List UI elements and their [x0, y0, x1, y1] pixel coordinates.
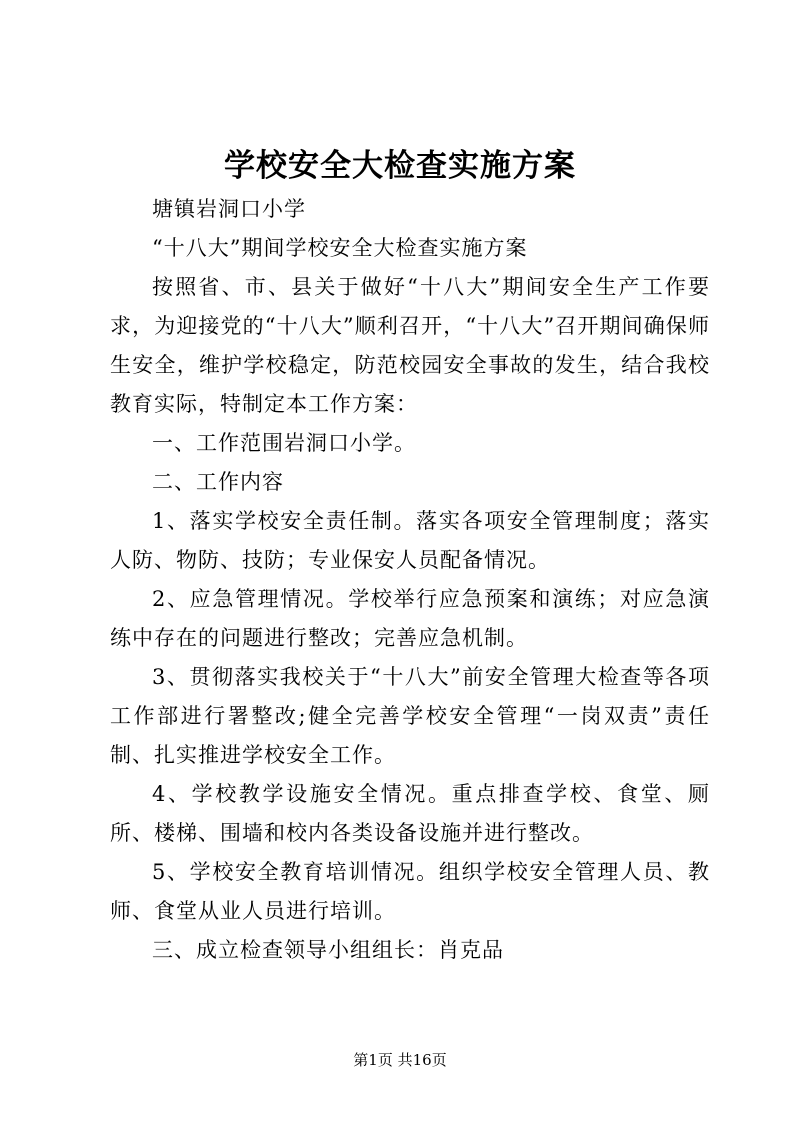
page-footer: 第1页 共16页 [353, 1051, 447, 1069]
subtitle-line: “十八大”期间学校安全大检查实施方案 [152, 236, 528, 260]
item-2-paragraph: 2、应急管理情况。学校举行应急预案和演练；对应急演练中存在的问题进行整改；完善应急机制。 [110, 587, 710, 650]
document-title: 学校安全大检查实施方案 [224, 148, 576, 184]
item-3-paragraph: 3、贯彻落实我校关于“十八大”前安全管理大检查等各项工作部进行署整改;健全完善学校安全管理“一岗双责”责任制、扎实推进学校安全工作。 [110, 665, 710, 767]
school-name-line: 塘镇岩洞口小学 [152, 197, 306, 221]
item-1-paragraph: 1、落实学校安全责任制。落实各项安全管理制度；落实人防、物防、技防；专业保安人员配备情况。 [110, 509, 710, 572]
item-5-paragraph: 5、学校安全教育培训情况。组织学校安全管理人员、教师、食堂从业人员进行培训。 [110, 860, 710, 923]
section-3-heading: 三、成立检查领导小组组长：肖克品 [152, 938, 504, 962]
intro-paragraph: 按照省、市、县关于做好“十八大”期间安全生产工作要求，为迎接党的“十八大”顺利召开，“十八大”召开期间确保师生安全，维护学校稳定，防范校园安全事故的发生，结合我校教育实际，特制定本工作方案： [110, 275, 710, 416]
item-4-paragraph: 4、学校教学设施安全情况。重点排查学校、食堂、厕所、楼梯、围墙和校内各类设备设施并进行整改。 [110, 782, 710, 845]
section-1-heading: 一、工作范围岩洞口小学。 [152, 431, 416, 455]
section-2-heading: 二、工作内容 [152, 470, 284, 494]
document-body [110, 190, 710, 970]
